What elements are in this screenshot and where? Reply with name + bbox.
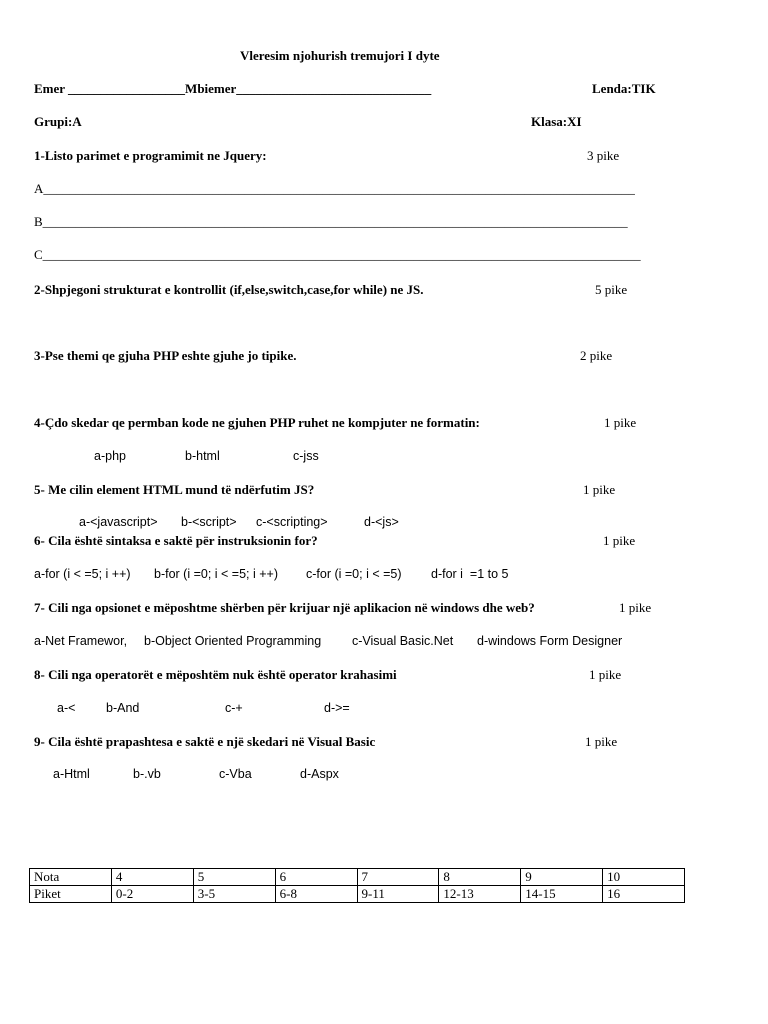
table-cell: 9 bbox=[521, 869, 603, 886]
table-cell: 4 bbox=[111, 869, 193, 886]
table-cell: 3-5 bbox=[193, 886, 275, 903]
answer-line-c: C____________________________________________________________________________________________ bbox=[34, 247, 641, 262]
question-4-points: 1 pike bbox=[604, 415, 637, 430]
name-surname-field: Emer __________________Mbiemer______________________________ bbox=[34, 81, 432, 96]
q9-option-b: b-.vb bbox=[133, 767, 161, 781]
question-6-points: 1 pike bbox=[603, 533, 636, 548]
question-4: 4-Çdo skedar qe permban kode ne gjuhen PHP ruhet ne kompjuter ne formatin: bbox=[34, 415, 480, 430]
q8-option-a: a-< bbox=[57, 701, 76, 715]
question-3-points: 2 pike bbox=[580, 348, 613, 363]
question-1: 1-Listo parimet e programimit ne Jquery: bbox=[34, 148, 267, 163]
answer-line-b: B__________________________________________________________________________________________ bbox=[34, 214, 628, 229]
q5-option-d: d-<js> bbox=[364, 515, 399, 529]
grades-table bbox=[29, 868, 685, 903]
q6-option-a: a-for (i < =5; i ++) bbox=[34, 567, 131, 581]
q8-option-b: b-And bbox=[106, 701, 140, 715]
q4-option-a: a-php bbox=[94, 449, 126, 463]
subject-label: Lenda:TIK bbox=[592, 81, 656, 96]
question-8-points: 1 pike bbox=[589, 667, 622, 682]
table-row bbox=[30, 886, 685, 903]
q4-option-b: b-html bbox=[185, 449, 220, 463]
question-2-points: 5 pike bbox=[595, 282, 628, 297]
table-cell: 14-15 bbox=[521, 886, 603, 903]
q6-option-d: d-for i =1 to 5 bbox=[431, 567, 509, 581]
q6-option-b: b-for (i =0; i < =5; i ++) bbox=[154, 567, 279, 581]
q5-option-a: a-<javascript> bbox=[79, 515, 158, 529]
q7-option-a: a-Net Framewor, bbox=[34, 634, 128, 648]
q9-option-d: d-Aspx bbox=[300, 767, 339, 781]
table-cell: 0-2 bbox=[111, 886, 193, 903]
question-9-points: 1 pike bbox=[585, 734, 618, 749]
q8-option-c: c-+ bbox=[225, 701, 243, 715]
table-cell: 6-8 bbox=[275, 886, 357, 903]
q7-option-d: d-windows Form Designer bbox=[477, 634, 623, 648]
question-3: 3-Pse themi qe gjuha PHP eshte gjuhe jo tipike. bbox=[34, 348, 297, 363]
question-9: 9- Cila është prapashtesa e saktë e një skedari në Visual Basic bbox=[34, 734, 376, 749]
question-2: 2-Shpjegoni strukturat e kontrollit (if,else,switch,case,for while) ne JS. bbox=[34, 282, 424, 297]
question-6: 6- Cila është sintaksa e saktë për instruksionin for? bbox=[34, 533, 318, 548]
q7-option-c: c-Visual Basic.Net bbox=[352, 634, 454, 648]
page-title: Vleresim njohurish tremujori I dyte bbox=[240, 48, 440, 63]
table-row bbox=[30, 869, 685, 886]
table-cell: 9-11 bbox=[357, 886, 439, 903]
q5-option-b: b-<script> bbox=[181, 515, 237, 529]
question-1-points: 3 pike bbox=[587, 148, 620, 163]
table-cell: 6 bbox=[275, 869, 357, 886]
question-7: 7- Cili nga opsionet e mëposhtme shërben për krijuar një aplikacion në windows dhe web? bbox=[34, 600, 535, 615]
question-5: 5- Me cilin element HTML mund të ndërfutim JS? bbox=[34, 482, 315, 497]
table-cell: 16 bbox=[603, 886, 685, 903]
table-cell: 12-13 bbox=[439, 886, 521, 903]
q5-option-c: c-<scripting> bbox=[256, 515, 328, 529]
question-8: 8- Cili nga operatorët e mëposhtëm nuk është operator krahasimi bbox=[34, 667, 397, 682]
group-label: Grupi:A bbox=[34, 114, 82, 129]
q8-option-d: d->= bbox=[324, 701, 350, 715]
table-cell: 7 bbox=[357, 869, 439, 886]
table-cell: 8 bbox=[439, 869, 521, 886]
question-7-points: 1 pike bbox=[619, 600, 652, 615]
q6-option-c: c-for (i =0; i < =5) bbox=[306, 567, 402, 581]
table-cell: Nota bbox=[30, 869, 112, 886]
q9-option-a: a-Html bbox=[53, 767, 90, 781]
question-5-points: 1 pike bbox=[583, 482, 616, 497]
table-cell: 5 bbox=[193, 869, 275, 886]
answer-line-a: A___________________________________________________________________________________________ bbox=[34, 181, 635, 196]
class-label: Klasa:XI bbox=[531, 114, 582, 129]
q7-option-b: b-Object Oriented Programming bbox=[144, 634, 322, 648]
q4-option-c: c-jss bbox=[293, 449, 319, 463]
table-cell: 10 bbox=[603, 869, 685, 886]
table-cell: Piket bbox=[30, 886, 112, 903]
q9-option-c: c-Vba bbox=[219, 767, 252, 781]
